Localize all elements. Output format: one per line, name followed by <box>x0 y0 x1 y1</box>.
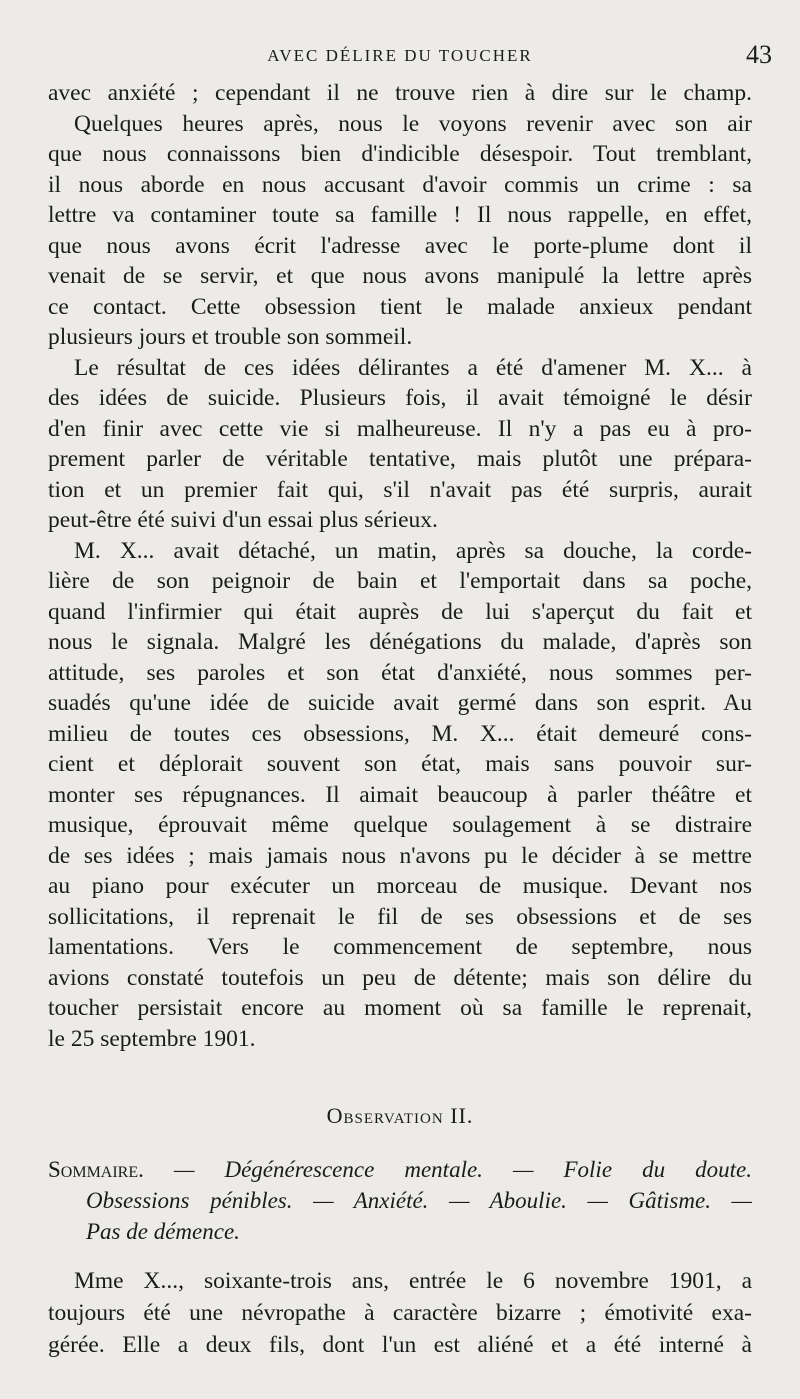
text-line: musique, éprouvait même quelque soulagement à se distraire <box>48 812 752 838</box>
text-line: plusieurs jours et trouble son sommeil. <box>48 324 413 350</box>
text-line: au piano pour exécuter un morceau de musique. Devant nos <box>48 873 752 899</box>
text-line: des idées de suicide. Plusieurs fois, il avait témoigné le désir <box>48 385 752 411</box>
patient-paragraph <box>48 1265 752 1361</box>
text-line: que nous avons écrit l'adresse avec le porte-plume dont il <box>48 232 752 259</box>
text-line: M. X... avait détaché, un matin, après sa douche, la corde- <box>74 537 752 564</box>
text-line: Quelques heures après, nous le voyons revenir avec son air <box>74 110 752 137</box>
text-line: tion et un premier fait qui, s'il n'avait pas été surpris, aurait <box>48 476 752 503</box>
text-line: Mme X..., soixante-trois ans, entrée le 6 novembre 1901, a <box>74 1268 752 1294</box>
page-number: 43 <box>746 40 772 69</box>
text-line: venait de se servir, et que nous avons manipulé la lettre après <box>48 263 752 289</box>
text-line: ce contact. Cette obsession tient le malade anxieux pendant <box>48 293 752 320</box>
text-line: quand l'infirmier qui était auprès de lui s'aperçut du fait et <box>48 598 752 625</box>
text-line: cient et déplorait souvent son état, mais sans pouvoir sur- <box>48 751 752 777</box>
text-line: lettre va contaminer toute sa famille ! Il nous rappelle, en effet, <box>48 202 752 228</box>
section-heading: Observation II. <box>326 1103 474 1128</box>
text-line: peut-être été suivi d'un essai plus sérieux. <box>48 507 438 533</box>
text-line: monter ses répugnances. Il aimait beaucoup à parler théâtre et <box>48 781 752 808</box>
text-line: gérée. Elle a deux fils, dont l'un est aliéné et a été interné à <box>48 1332 752 1358</box>
text-line: que nous connaissons bien d'indicible désespoir. Tout tremblant, <box>48 141 752 167</box>
text-line: avec anxiété ; cependant il ne trouve rien à dire sur le champ. <box>48 80 752 106</box>
text-line: attitude, ses paroles et son état d'anxiété, nous sommes per- <box>48 659 752 686</box>
text-line: nous le signala. Malgré les dénégations du malade, d'après son <box>48 629 752 655</box>
text-line: de ses idées ; mais jamais nous n'avons pu le décider à se mettre <box>48 842 752 869</box>
text-line: toucher persistait encore au moment où sa famille le reprenait, <box>48 995 752 1021</box>
body-text <box>48 78 752 1054</box>
text-line: milieu de toutes ces obsessions, M. X... était demeuré cons- <box>48 720 752 747</box>
text-line: d'en finir avec cette vie si malheureuse. Il n'y a pas eu à pro- <box>48 415 752 442</box>
text-line: il nous aborde en nous accusant d'avoir commis un crime : sa <box>48 171 752 198</box>
running-head <box>0 40 800 70</box>
summary-text: — Dégénérescence mentale. — Folie du doute. <box>173 1157 752 1182</box>
summary-label: Sommaire. <box>48 1157 144 1182</box>
text-line: sollicitations, il reprenait le fil de ses obsessions et de ses <box>48 903 752 930</box>
text-line: suadés qu'une idée de suicide avait germé dans son esprit. Au <box>48 690 752 716</box>
summary-line: Obsessions pénibles. — Anxiété. — Aboulie. — Gâtisme. — <box>86 1188 752 1213</box>
text-line: lamentations. Vers le commencement de septembre, nous <box>48 934 752 960</box>
summary <box>48 1154 752 1247</box>
text-line: prement parler de véritable tentative, mais plutôt une prépara- <box>48 446 752 472</box>
summary-line <box>48 1154 752 1185</box>
text-line: Le résultat de ces idées délirantes a été d'amener M. X... à <box>74 354 752 381</box>
running-title: AVEC DÉLIRE DU TOUCHER <box>267 46 533 65</box>
text-line: lière de son peignoir de bain et l'emportait dans sa poche, <box>48 568 752 594</box>
text-line: le 25 septembre 1901. <box>48 1025 256 1052</box>
text-line: avions constaté toutefois un peu de détente; mais son délire du <box>48 964 752 991</box>
summary-line: Pas de démence. <box>86 1219 240 1244</box>
text-line: toujours été une névropathe à caractère bizarre ; émotivité exa- <box>48 1300 752 1326</box>
